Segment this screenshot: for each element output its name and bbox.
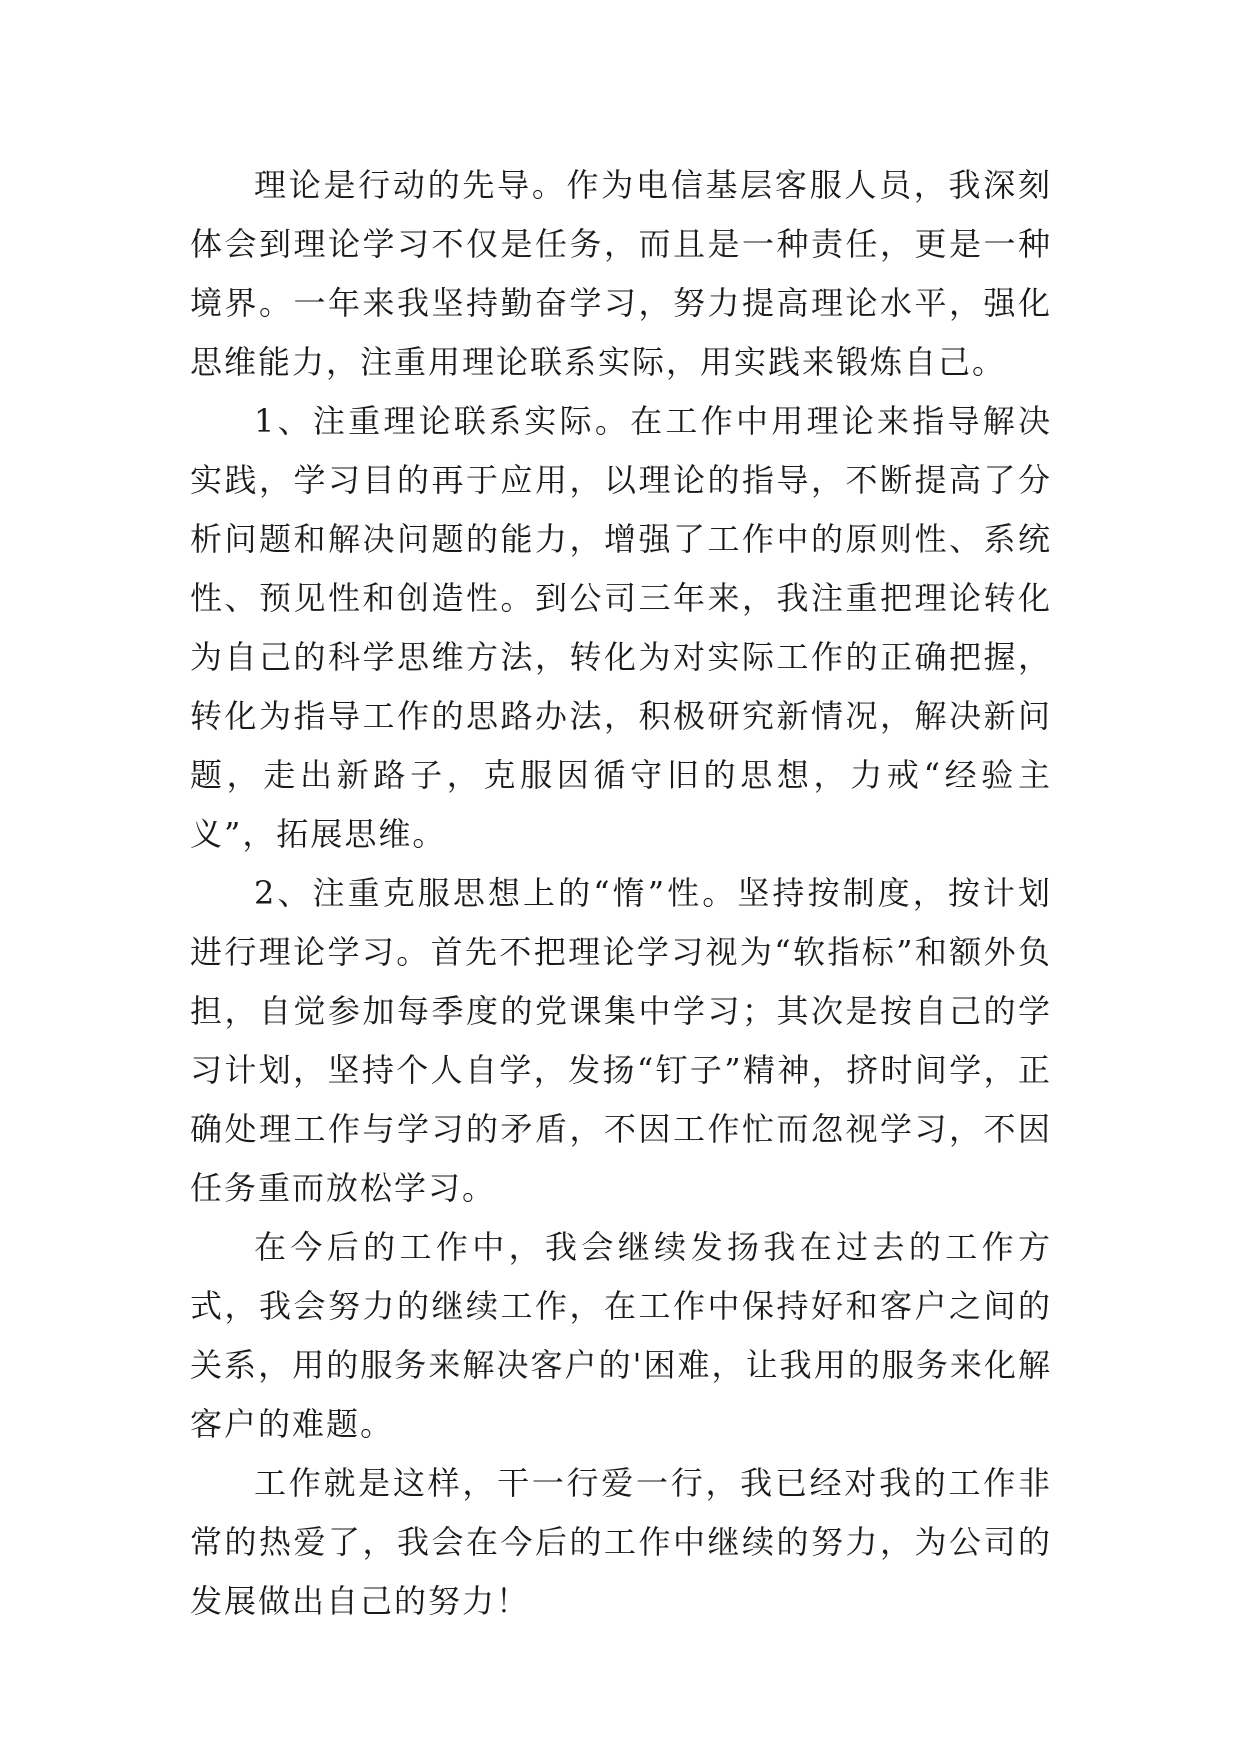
document-body	[190, 156, 1052, 1631]
paragraph-2: 1、注重理论联系实际。在工作中用理论来指导解决实践，学习目的再于应用，以理论的指导，不断提高了分析问题和解决问题的能力，增强了工作中的原则性、系统性、预见性和创造性。到公司三年来，我注重把理论转化为自己的科学思维方法，转化为对实际工作的正确把握，转化为指导工作的思路办法，积极研究新情况，解决新问题，走出新路子，克服因循守旧的思想，力戒“经验主义”，拓展思维。	[190, 402, 1052, 853]
paragraph-4: 在今后的工作中，我会继续发扬我在过去的工作方式，我会努力的继续工作，在工作中保持好和客户之间的关系，用的服务来解决客户的'困难，让我用的服务来化解客户的难题。	[190, 1228, 1052, 1443]
paragraph-3: 2、注重克服思想上的“惰”性。坚持按制度，按计划进行理论学习。首先不把理论学习视为“软指标”和额外负担，自觉参加每季度的党课集中学习；其次是按自己的学习计划，坚持个人自学，发扬“钉子”精神，挤时间学，正确处理工作与学习的矛盾，不因工作忙而忽视学习，不因任务重而放松学习。	[190, 874, 1052, 1207]
paragraph-1: 理论是行动的先导。作为电信基层客服人员，我深刻体会到理论学习不仅是任务，而且是一种责任，更是一种境界。一年来我坚持勤奋学习，努力提高理论水平，强化思维能力，注重用理论联系实际，用实践来锻炼自己。	[190, 166, 1052, 381]
paragraph-5: 工作就是这样，干一行爱一行，我已经对我的工作非常的热爱了，我会在今后的工作中继续的努力，为公司的发展做出自己的努力！	[190, 1464, 1052, 1620]
